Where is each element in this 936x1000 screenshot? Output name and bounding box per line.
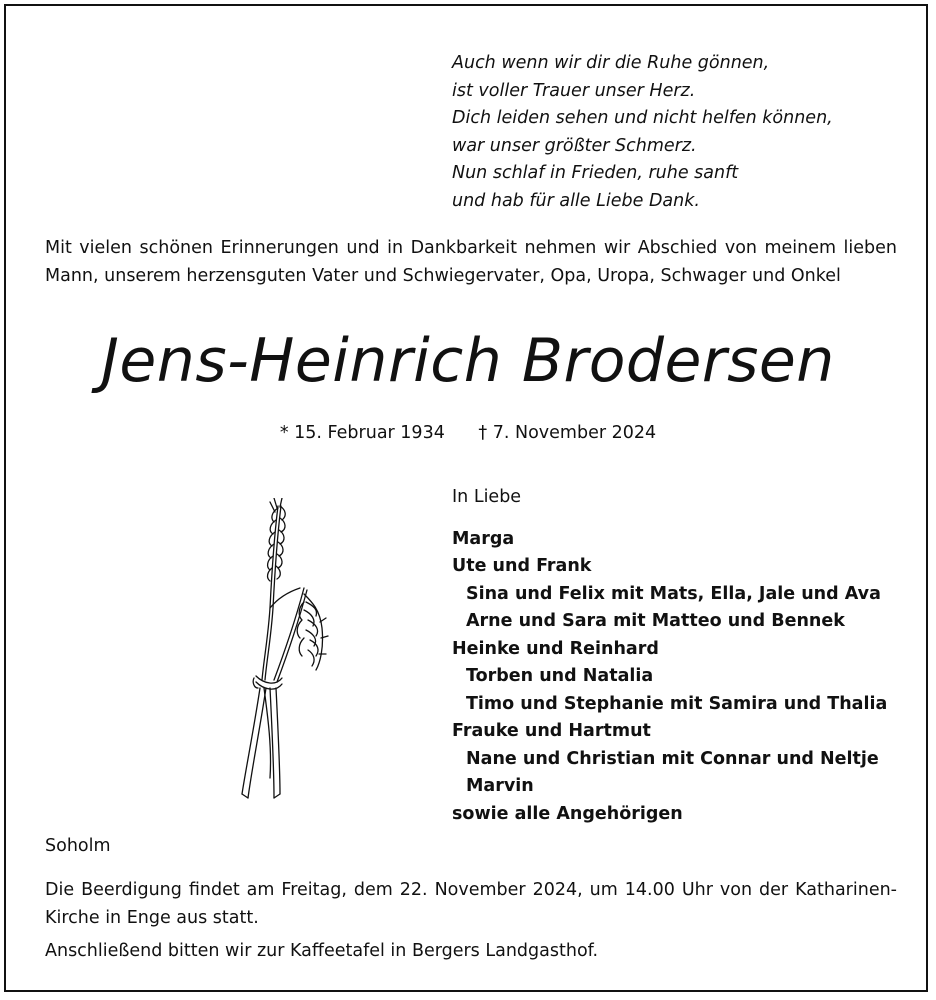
- family-member: Torben und Natalia: [466, 666, 654, 686]
- poem-line: Nun schlaf in Frieden, ruhe sanft: [452, 163, 739, 183]
- family-member: Heinke und Reinhard: [452, 638, 659, 659]
- life-dates: [6, 420, 930, 447]
- family-member: Marga: [452, 528, 515, 549]
- poem-line: ist voller Trauer unser Herz.: [452, 80, 696, 101]
- in-love-label: In Liebe: [452, 487, 522, 507]
- wheat-bundle-icon: [234, 498, 330, 808]
- deceased-name: Jens-Heinrich Brodersen: [101, 326, 835, 396]
- poem-line: und hab für alle Liebe Dank.: [452, 190, 700, 211]
- family-member: Ute und Frank: [452, 556, 592, 576]
- poem-line: Auch wenn wir dir die Ruhe gönnen,: [452, 53, 770, 73]
- funeral-info: Die Beerdigung findet am Freitag, dem 22. November 2024, um 14.00 Uhr von der Katharinen-Kirche in Enge aus statt.: [45, 880, 897, 928]
- family-list: [452, 484, 887, 828]
- family-member: Timo und Stephanie mit Samira und Thalia: [466, 693, 888, 714]
- birth-date: * 15. Februar 1934: [279, 423, 445, 443]
- poem-line: Dich leiden sehen und nicht helfen können,: [452, 108, 833, 128]
- family-member: Frauke und Hartmut: [452, 721, 651, 741]
- intro-text: Mit vielen schönen Erinnerungen und in Dankbarkeit nehmen wir Abschied von meinem lieben Mann, unserem herzensguten Vater und Schwiegervater, Opa, Uropa, Schwager und Onkel: [45, 238, 897, 286]
- family-member: sowie alle Angehörigen: [452, 803, 683, 824]
- family-member: Sina und Felix mit Mats, Ella, Jale und Ava: [466, 583, 881, 604]
- family-member: Nane und Christian mit Connar und Neltje: [466, 748, 879, 769]
- poem: [452, 50, 833, 215]
- poem-line: war unser größter Schmerz.: [452, 135, 697, 156]
- obituary-notice: [4, 4, 928, 992]
- family-member: Marvin: [466, 776, 534, 796]
- death-date: † 7. November 2024: [478, 423, 657, 443]
- reception-info: Anschließend bitten wir zur Kaffeetafel in Bergers Landgasthof.: [45, 941, 599, 961]
- family-member: Arne und Sara mit Matteo und Bennek: [466, 611, 845, 631]
- place-name: Soholm: [45, 836, 111, 856]
